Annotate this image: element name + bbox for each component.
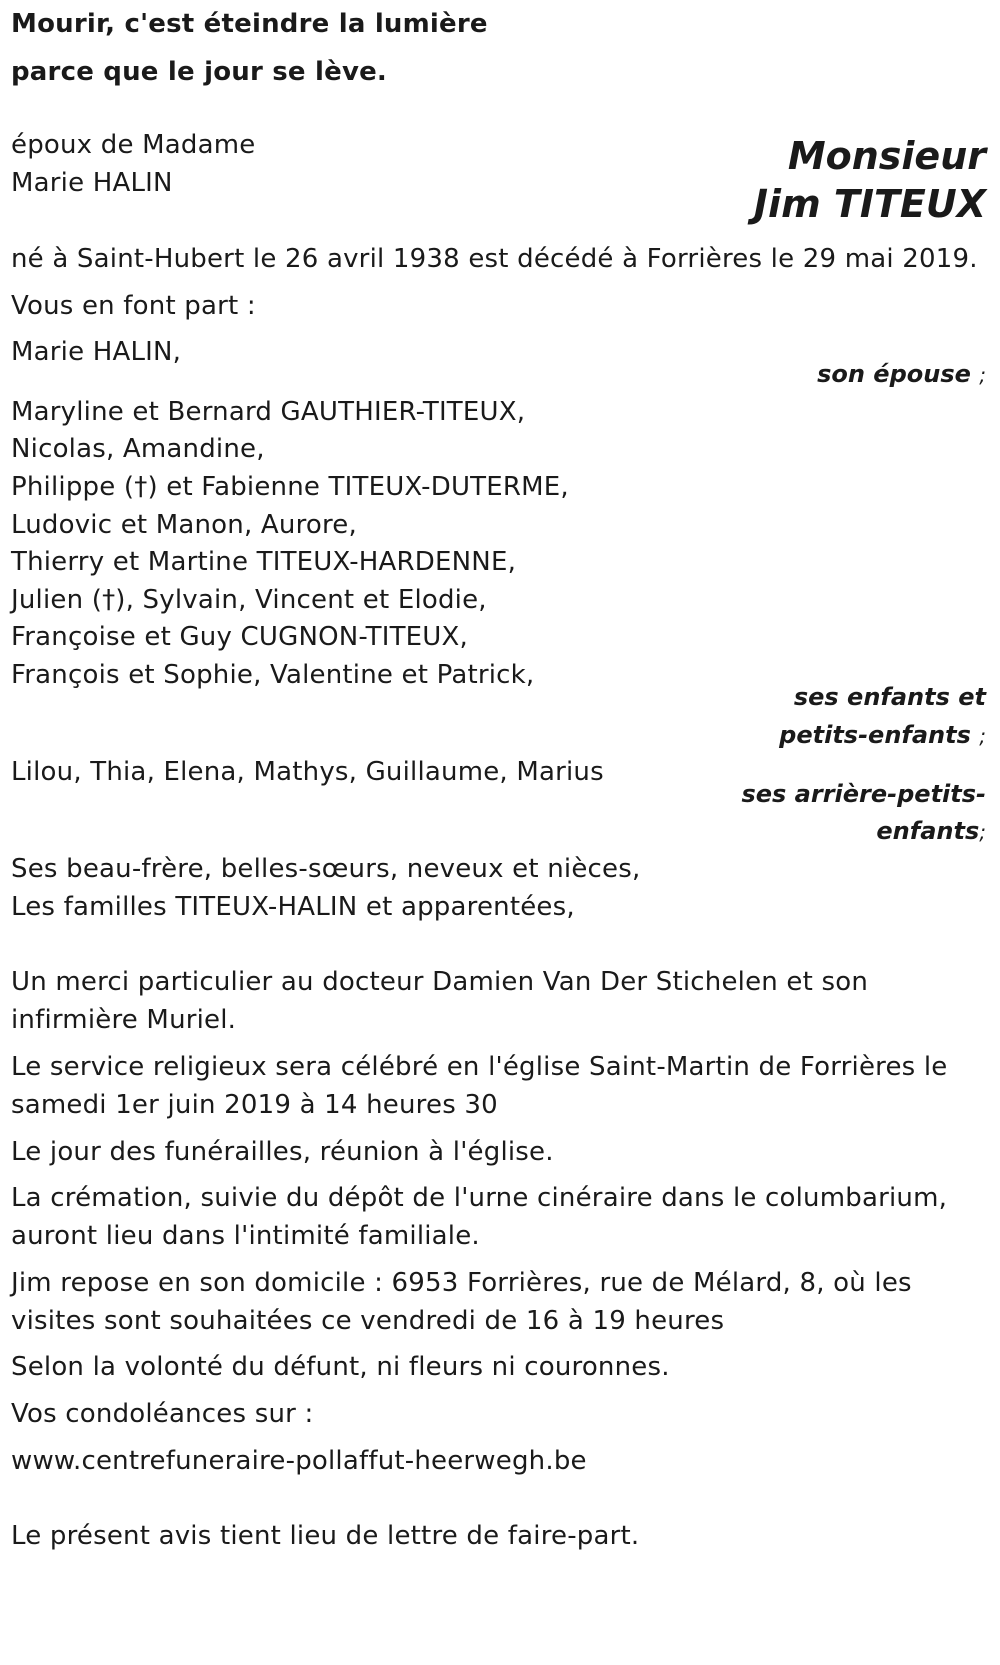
spouse-relation bbox=[817, 355, 986, 394]
spouse-relation-separator: ; bbox=[979, 363, 986, 387]
service-line-2: samedi 1er juin 2019 à 14 heures 30 bbox=[11, 1090, 498, 1120]
great-grandchildren-relation-label: enfants bbox=[876, 817, 980, 845]
children-relation-line-1: ses enfants et bbox=[793, 683, 986, 711]
children-relation-line-2 bbox=[779, 716, 986, 755]
family-line-5: Thierry et Martine TITEUX-HARDENNE, bbox=[11, 547, 517, 577]
great-grandchildren-relation-line-1: ses arrière-petits- bbox=[741, 780, 986, 808]
cremation-line-1: La crémation, suivie du dépôt de l'urne cinéraire dans le columbarium, bbox=[11, 1183, 948, 1213]
quote-line-2: parce que le jour se lève. bbox=[11, 57, 388, 87]
cremation-line-2: auront lieu dans l'intimité familiale. bbox=[11, 1221, 480, 1251]
family-line-8: François et Sophie, Valentine et Patrick, bbox=[11, 660, 535, 690]
great-grandchildren-names: Lilou, Thia, Elena, Mathys, Guillaume, Marius bbox=[11, 757, 604, 787]
service-line-1: Le service religieux sera célébré en l'église Saint-Martin de Forrières le bbox=[11, 1052, 948, 1082]
deceased-name-block bbox=[754, 132, 986, 228]
deceased-title: Monsieur bbox=[787, 134, 986, 178]
family-line-3: Philippe (†) et Fabienne TITEUX-DUTERME, bbox=[11, 472, 569, 502]
family-line-6: Julien (†), Sylvain, Vincent et Elodie, bbox=[11, 585, 487, 615]
spouse-name: Marie HALIN, bbox=[11, 337, 182, 367]
family-line-4: Ludovic et Manon, Aurore, bbox=[11, 510, 357, 540]
rest-line-2: visites sont souhaitées ce vendredi de 16 à 19 heures bbox=[11, 1306, 725, 1336]
meeting-line: Le jour des funérailles, réunion à l'église. bbox=[11, 1137, 554, 1167]
great-grandchildren-relation-separator: ; bbox=[979, 820, 986, 844]
birth-death-statement: né à Saint-Hubert le 26 avril 1938 est décédé à Forrières le 29 mai 2019. bbox=[11, 244, 978, 274]
announce-line: Vous en font part : bbox=[11, 291, 256, 321]
spouse-relation-label: son épouse bbox=[817, 360, 971, 388]
family-line-2: Nicolas, Amandine, bbox=[11, 434, 265, 464]
website-link[interactable]: www.centrefuneraire-pollaffut-heerwegh.be bbox=[11, 1446, 587, 1476]
children-relation-separator: ; bbox=[979, 724, 986, 748]
extended-family-line-2: Les familles TITEUX-HALIN et apparentées, bbox=[11, 892, 575, 922]
deceased-name: Jim TITEUX bbox=[753, 182, 986, 226]
thanks-line-1: Un merci particulier au docteur Damien Van Der Stichelen et son bbox=[11, 967, 869, 997]
condolences-line: Vos condoléances sur : bbox=[11, 1399, 314, 1429]
flowers-line: Selon la volonté du défunt, ni fleurs ni couronnes. bbox=[11, 1352, 670, 1382]
closing-line: Le présent avis tient lieu de lettre de faire-part. bbox=[11, 1521, 640, 1551]
extended-family-line-1: Ses beau-frère, belles-sœurs, neveux et nièces, bbox=[11, 854, 641, 884]
rest-line-1: Jim repose en son domicile : 6953 Forrières, rue de Mélard, 8, où les bbox=[11, 1268, 912, 1298]
spouse-intro-line-1: époux de Madame bbox=[11, 130, 256, 160]
children-relation-label: petits-enfants bbox=[779, 721, 971, 749]
thanks-line-2: infirmière Muriel. bbox=[11, 1005, 237, 1035]
family-line-1: Maryline et Bernard GAUTHIER-TITEUX, bbox=[11, 397, 526, 427]
great-grandchildren-relation-line-2 bbox=[876, 812, 986, 851]
quote-line-1: Mourir, c'est éteindre la lumière bbox=[11, 9, 488, 39]
family-line-7: Françoise et Guy CUGNON-TITEUX, bbox=[11, 622, 468, 652]
spouse-intro-line-2: Marie HALIN bbox=[11, 168, 173, 198]
